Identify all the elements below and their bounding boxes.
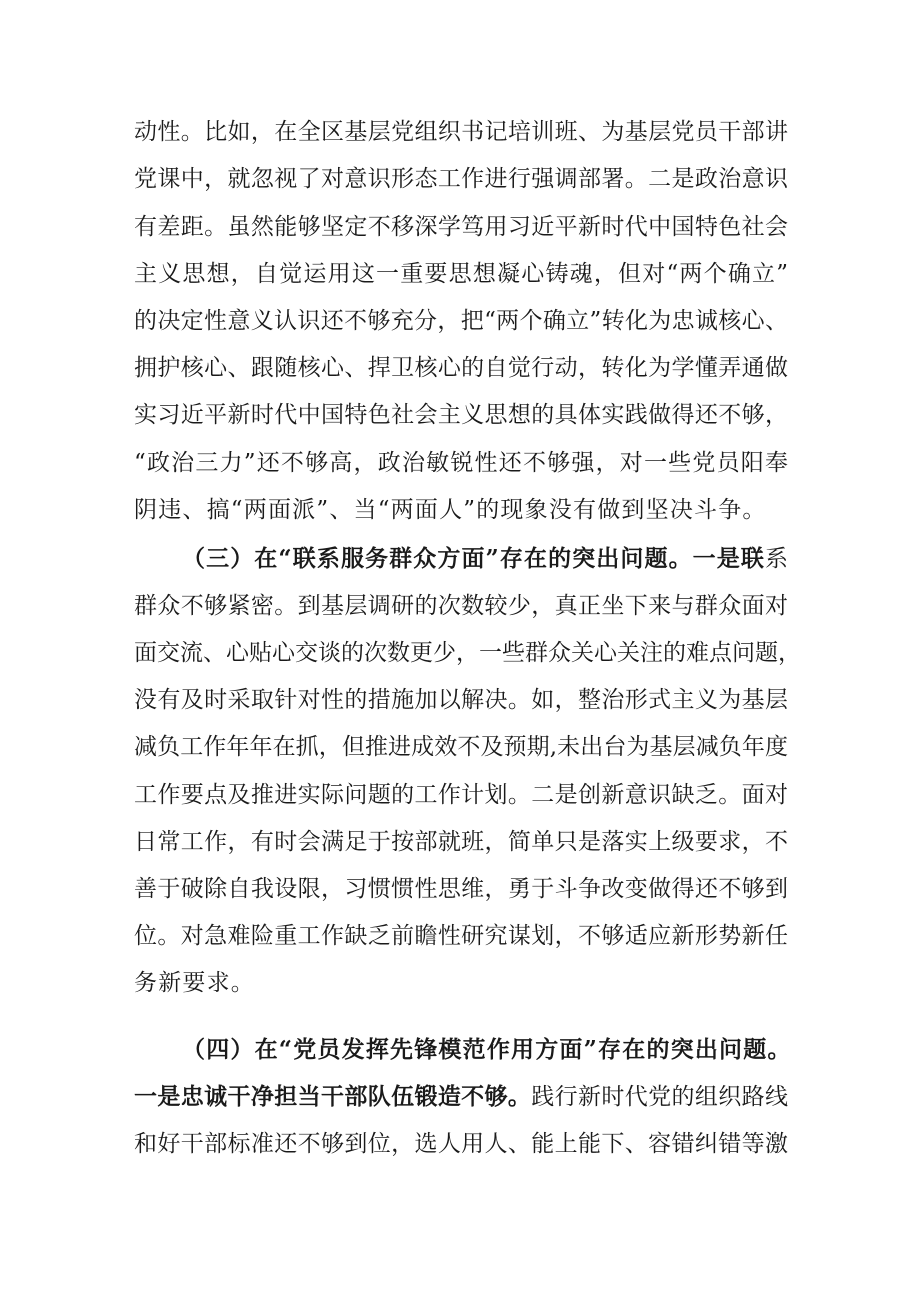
paragraph-line bbox=[134, 113, 788, 151]
paragraph-line bbox=[134, 160, 788, 198]
paragraph-line bbox=[134, 444, 788, 482]
paragraph-line bbox=[134, 1078, 788, 1116]
line-text: 的决定性意义认识还不够充分，把“两个确立”转化为忠诚核心、 bbox=[134, 308, 788, 334]
subheading-bold: 一是忠诚干净担当干部队伍锻造不够。 bbox=[134, 1083, 532, 1110]
line-text: 减负工作年年在抓，但推进成效不及预期,未出台为基层减负年度 bbox=[134, 734, 788, 760]
paragraph-line bbox=[134, 917, 788, 955]
line-text: 践行新时代党的组织路线 bbox=[531, 1084, 789, 1110]
line-text: 系 bbox=[765, 546, 788, 572]
paragraph-line bbox=[134, 870, 788, 908]
paragraph-line bbox=[134, 208, 788, 246]
line-text: 动性。比如，在全区基层党组织书记培训班、为基层党员干部讲 bbox=[134, 119, 788, 145]
line-text: 主义思想，自觉运用这一重要思想凝心铸魂，但对“两个确立” bbox=[134, 261, 788, 287]
paragraph-line bbox=[134, 823, 788, 861]
line-text: 有差距。虽然能够坚定不移深学笃用习近平新时代中国特色社会 bbox=[134, 214, 788, 240]
line-text: 没有及时采取针对性的措施加以解决。如，整治形式主义为基层 bbox=[134, 687, 788, 713]
paragraph-line bbox=[134, 681, 788, 719]
line-text: 拥护核心、跟随核心、捍卫核心的自觉行动，转化为学懂弄通做 bbox=[134, 355, 788, 381]
paragraph-line bbox=[134, 964, 255, 1002]
line-text: 位。对急难险重工作缺乏前瞻性研究谋划，不够适应新形势新任 bbox=[134, 923, 788, 949]
line-text: 实习近平新时代中国特色社会主义思想的具体实践做得还不够， bbox=[134, 402, 788, 428]
line-text: 善于破除自我设限，习惯惯性思维，勇于斗争改变做得还不够到 bbox=[134, 876, 788, 902]
line-text: 阴违、搞“两面派”、当“两面人”的现象没有做到坚决斗争。 bbox=[134, 497, 767, 523]
line-text: “政治三力”还不够高，政治敏锐性还不够强，对一些党员阳奉 bbox=[134, 450, 788, 476]
line-text: 日常工作，有时会满足于按部就班，简单只是落实上级要求，不 bbox=[134, 829, 788, 855]
paragraph-line bbox=[134, 634, 801, 672]
section-heading-line bbox=[182, 1031, 792, 1069]
paragraph-line bbox=[134, 491, 767, 529]
paragraph-line bbox=[134, 728, 788, 766]
paragraph-line bbox=[134, 776, 788, 814]
paragraph-line bbox=[134, 302, 788, 340]
paragraph-line bbox=[134, 349, 788, 387]
line-text: 党课中，就忽视了对意识形态工作进行强调部署。二是政治意识 bbox=[134, 166, 788, 192]
section-heading-3: （三）在“联系服务群众方面”存在的突出问题。一是联 bbox=[182, 545, 765, 572]
line-text: 和好干部标准还不够到位，选人用人、能上能下、容错纠错等激 bbox=[134, 1131, 788, 1157]
line-text: 工作要点及推进实际问题的工作计划。二是创新意识缺乏。面对 bbox=[134, 782, 788, 808]
line-text: 务新要求。 bbox=[134, 970, 255, 996]
section-heading-4: （四）在“党员发挥先锋模范作用方面”存在的突出问题。 bbox=[182, 1036, 792, 1063]
paragraph-line bbox=[134, 1125, 788, 1163]
paragraph-line bbox=[134, 396, 788, 434]
line-text: 群众不够紧密。到基层调研的次数较少，真正坐下来与群众面对 bbox=[134, 593, 788, 619]
line-text: 面交流、心贴心交谈的次数更少，一些群众关心关注的难点问题， bbox=[134, 640, 801, 666]
section-heading-line bbox=[182, 540, 788, 578]
paragraph-line bbox=[134, 587, 788, 625]
paragraph-line bbox=[134, 255, 788, 293]
